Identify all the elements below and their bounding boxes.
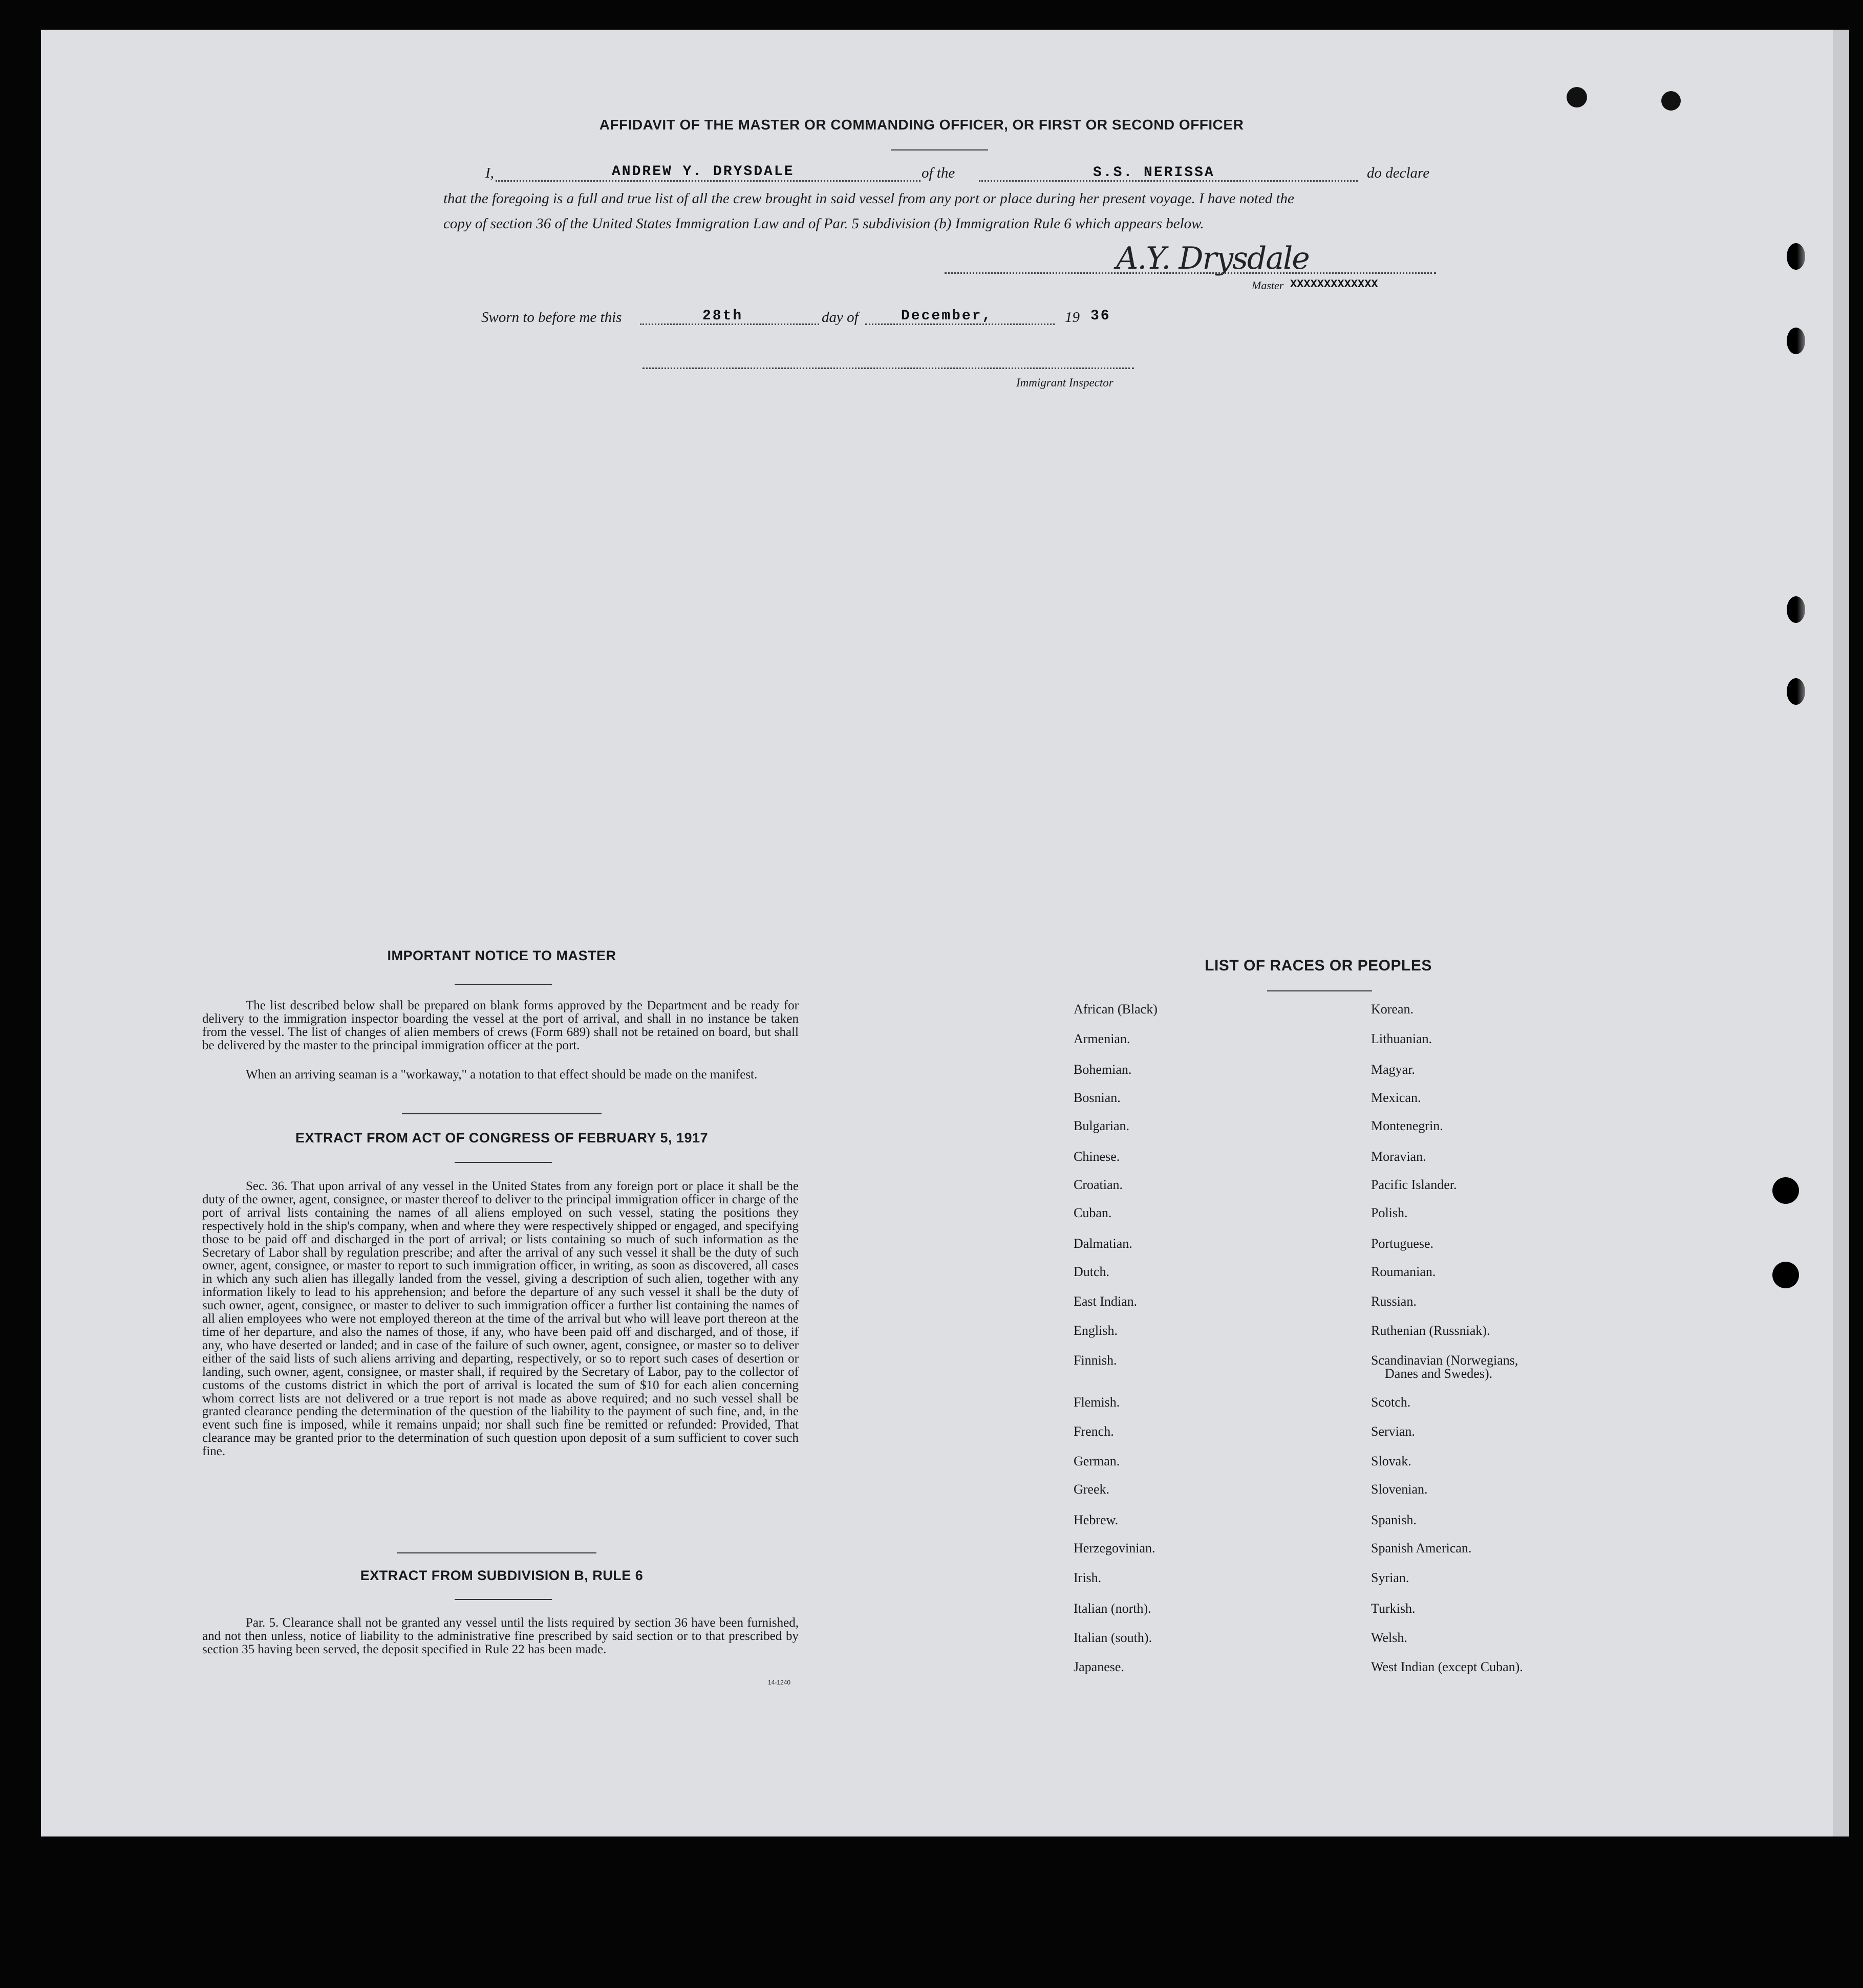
punch-hole	[1787, 678, 1805, 705]
punch-hole	[1787, 596, 1805, 623]
race-item: Dutch.	[1074, 1264, 1110, 1279]
race-item: Servian.	[1371, 1424, 1415, 1439]
race-item: Roumanian.	[1371, 1264, 1436, 1279]
race-item: German.	[1074, 1454, 1120, 1468]
race-item: Cuban.	[1074, 1205, 1112, 1220]
rule-extract-title: EXTRACT FROM SUBDIVISION B, RULE 6	[360, 1568, 644, 1583]
act-title-rule	[455, 1162, 552, 1163]
sworn-day: 28th	[702, 308, 743, 324]
race-item: West Indian (except Cuban).	[1371, 1659, 1523, 1674]
races-title: LIST OF RACES OR PEOPLES	[1205, 957, 1432, 974]
punch-hole	[1787, 328, 1805, 354]
race-item: Portuguese.	[1371, 1236, 1434, 1251]
race-item: Korean.	[1371, 1002, 1414, 1017]
race-item: Turkish.	[1371, 1601, 1416, 1616]
sworn-label: Sworn to before me this	[481, 309, 622, 326]
name-line	[496, 180, 920, 182]
affidavit-line3: copy of section 36 of the United States Immigration Law and of Par. 5 subdivision (b) Immigration Rule 6 which appears below.	[443, 215, 1204, 232]
race-item: Greek.	[1074, 1482, 1110, 1497]
race-item: Bosnian.	[1074, 1090, 1121, 1105]
inspector-label: Immigrant Inspector	[1016, 376, 1113, 389]
race-item: East Indian.	[1074, 1294, 1138, 1309]
race-item: Polish.	[1371, 1205, 1408, 1220]
act-extract-text: Sec. 36. That upon arrival of any vessel in the United States from any foreign port or place it shall be the duty of the owner, agent, consignee, or master thereof to deliver to the principal immigration officer in charge of the port of arrival lists containing the names of all aliens employed on such vessel, stating the positions they respectively hold in the ship's company, when and where they were respectively shipped or engaged, and specifying those to be paid off and discharged in the port of arrival; or lists containing so much of such information as the Secretary of Labor shall by regulation prescribe; and after the arrival of any such vessel it shall be the duty of such owner, agent, consignee, or master to report to such immigration officer, in writing, as soon as discovered, all cases in which any such alien has illegally landed from the vessel, giving a description of such alien, together with any information likely to lead to his apprehension; and before the departure of any such vessel it shall be the duty of such owner, agent, consignee, or master to deliver to such immigration officer a further list containing the names of all alien employees who were not employed thereon at the time of the arrival but who will leave port thereon at the time of her departure, and also the names of those, if any, who have been paid off and discharged, and of those, if any, who have deserted or landed; and in case of the failure of such owner, agent, consignee, or master so to deliver either of the said lists of such aliens arriving and departing, respectively, or so to report such cases of desertion or landing, such owner, agent, consignee, or master shall, if required by the Secretary of Labor, pay to the collector of customs of the customs district in which the port of arrival is located the sum of $10 for each alien concerning whom correct lists are not delivered or a true report is not made as above required; and no such vessel shall be granted clearance pending the determination of the question of the liability to the payment of such fine, and, in the event such fine is imposed, while it remains unpaid; nor shall such fine be remitted or refunded: Provided, That clearance may be granted prior to the determination of such question upon deposit of a sum sufficient to cover such fine.	[202, 1179, 799, 1459]
day-of-label: day of	[822, 309, 859, 326]
race-item: English.	[1074, 1323, 1118, 1338]
race-item: Finnish.	[1074, 1353, 1117, 1368]
sworn-month: December,	[901, 308, 993, 324]
race-item: Bulgarian.	[1074, 1118, 1130, 1133]
master-signature: A.Y. Drysdale	[1116, 241, 1309, 276]
sworn-year: 36	[1090, 308, 1111, 324]
race-item: Slovenian.	[1371, 1482, 1428, 1497]
master-name: ANDREW Y. DRYSDALE	[612, 164, 795, 180]
race-item-continuation: Danes and Swedes).	[1385, 1366, 1493, 1381]
race-item: Italian (south).	[1074, 1630, 1152, 1645]
punch-hole	[1567, 87, 1587, 107]
section-divider-2	[397, 1552, 596, 1553]
section-divider	[402, 1113, 602, 1114]
form-number: 14-1240	[768, 1679, 791, 1686]
affidavit-lead: I,	[485, 165, 494, 181]
race-item: Magyar.	[1371, 1062, 1415, 1077]
race-item: Croatian.	[1074, 1177, 1123, 1192]
race-item: Russian.	[1371, 1294, 1417, 1309]
affidavit-line2: that the foregoing is a full and true list of all the crew brought in said vessel from any port or place during her present voyage. I have noted the	[443, 190, 1294, 207]
race-item: Pacific Islander.	[1371, 1177, 1457, 1192]
of-the-label: of the	[922, 165, 955, 181]
race-item: Spanish.	[1371, 1512, 1417, 1527]
inspector-line	[643, 368, 1134, 369]
notice-paragraph-2: When an arriving seaman is a "workaway," a notation to that effect should be made on the manifest.	[246, 1068, 758, 1082]
race-item: Scandinavian (Norwegians,	[1371, 1353, 1518, 1368]
do-declare-label: do declare	[1367, 165, 1430, 181]
race-item: Dalmatian.	[1074, 1236, 1132, 1251]
notice-title: IMPORTANT NOTICE TO MASTER	[387, 948, 616, 963]
rule-extract-text: Par. 5. Clearance shall not be granted any vessel until the lists required by section 36 have been furnished, and not then unless, notice of liability to the administrative fine prescribed by said section or to that prescribed by section 35 having been served, the deposit specified in Rule 22 has been made.	[202, 1616, 799, 1656]
race-item: Chinese.	[1074, 1149, 1120, 1164]
race-item: Japanese.	[1074, 1659, 1124, 1674]
race-item: Ruthenian (Russniak).	[1371, 1323, 1490, 1338]
race-item: Slovak.	[1371, 1454, 1411, 1468]
race-item: Irish.	[1074, 1570, 1102, 1585]
race-item: Lithuanian.	[1371, 1031, 1432, 1046]
race-item: Italian (north).	[1074, 1601, 1151, 1616]
race-item: Spanish American.	[1371, 1541, 1472, 1555]
rule-title-rule	[455, 1599, 552, 1600]
races-title-rule	[1267, 990, 1372, 991]
race-item: French.	[1074, 1424, 1114, 1439]
race-item: Scotch.	[1371, 1395, 1411, 1410]
affidavit-title: AFFIDAVIT OF THE MASTER OR COMMANDING OFFICER, OR FIRST OR SECOND OFFICER	[599, 117, 1244, 133]
race-item: Hebrew.	[1074, 1512, 1119, 1527]
race-item: Montenegrin.	[1371, 1118, 1443, 1133]
race-item: Mexican.	[1371, 1090, 1421, 1105]
race-item: Bohemian.	[1074, 1062, 1132, 1077]
document-page	[41, 30, 1843, 1836]
race-item: Herzegovinian.	[1074, 1541, 1155, 1555]
race-item: Welsh.	[1371, 1630, 1407, 1645]
vessel-name: S.S. NERISSA	[1093, 165, 1215, 181]
affidavit-title-rule	[891, 149, 988, 150]
race-item: Syrian.	[1371, 1570, 1409, 1585]
punch-hole	[1772, 1262, 1799, 1288]
notice-paragraph-1: The list described below shall be prepared on blank forms approved by the Department and be ready for delivery to the immigration inspector boarding the vessel at the port of arrival, and shall in no instance be taken from the vessel. The list of changes of alien members of crews (Form 689) shall not be retained on board, but shall be delivered by the master to the principal immigration officer at the port.	[202, 999, 799, 1052]
punch-hole	[1772, 1177, 1799, 1204]
master-label: Master	[1252, 279, 1284, 292]
punch-hole	[1661, 91, 1681, 111]
race-item: Armenian.	[1074, 1031, 1130, 1046]
notice-title-rule	[455, 984, 552, 985]
race-item: African (Black)	[1074, 1002, 1158, 1017]
punch-hole	[1787, 243, 1805, 270]
act-extract-title: EXTRACT FROM ACT OF CONGRESS OF FEBRUARY 5, 1917	[295, 1130, 709, 1146]
struck-title: XXXXXXXXXXXXX	[1290, 278, 1378, 291]
signature-line	[945, 272, 1436, 274]
page-edge	[1833, 30, 1849, 1836]
race-item: Moravian.	[1371, 1149, 1426, 1164]
year-prefix: 19	[1065, 309, 1080, 326]
race-item: Flemish.	[1074, 1395, 1120, 1410]
